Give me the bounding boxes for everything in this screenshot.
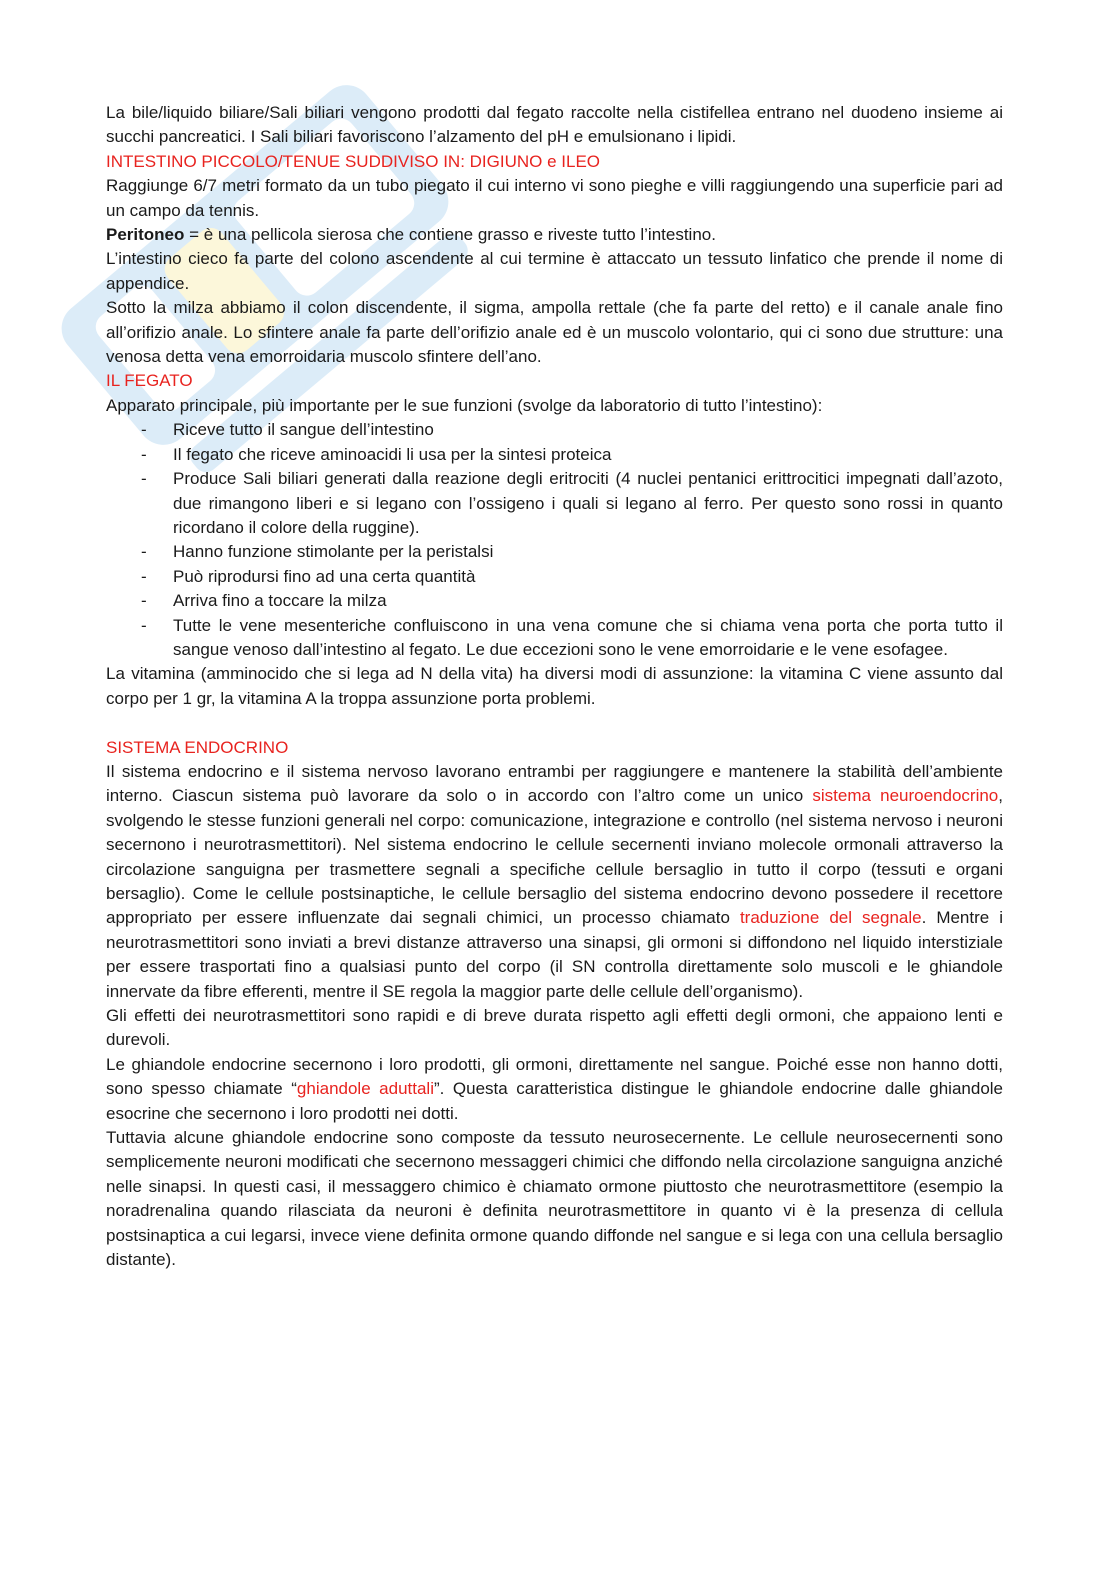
term-peritoneo: Peritoneo (106, 225, 185, 245)
text-run: , svolgendo le stesse funzioni generali nel corpo: comunicazione, integrazione e controllo (nel sistema nervoso i neuroni secernono i neurotrasmettitori). Nel sistema endocrino le cellule secernenti inviano molecole ormonali attraverso la circolazione sanguigna per trasmettere segnali a specifiche cellule bersaglio in tutto il corpo (tessuti e organi bersaglio). Come le cellule postsinaptiche, le cellule bersaglio del sistema endocrino devono possedere il recettore appropriato per essere influenzate dai segnali chimici, un processo chiamato (106, 786, 1003, 928)
heading-sistema-endocrino: SISTEMA ENDOCRINO (106, 737, 289, 757)
paragraph-endocrino-4: Tuttavia alcune ghiandole endocrine sono composte da tessuto neurosecernente. Le cellule neurosecernenti sono semplicemente neuroni modificati che secernono messaggeri chimici che diffondo nella circolazione sanguigna anziché nelle sinapsi. In questi casi, il messaggero chimico è chiamato ormone piuttosto che neurotrasmettitore (esempio la noradrenalina quando rilasciata da neuroni è definita neurotrasmettitore in quanto vi è la presenza di cellula postsinaptica a cui legarsi, invece viene definita ormone quando diffonde nel sangue e si lega con una cellula bersaglio distante). (106, 1128, 1003, 1270)
list-item: - Arriva fino a toccare la milza (106, 589, 1003, 613)
paragraph-milza: Sotto la milza abbiamo il colon discendente, il sigma, ampolla rettale (che fa parte del retto) e il canale anale fino all’orifizio anale. Lo sfintere anale fa parte dell’orifizio anale ed è un muscolo volontario, qui ci sono due strutture: una venosa detta vena emorroidaria muscolo sfintere dell’ano. (106, 298, 1003, 367)
text-run: . Mentre i neurotrasmettitori sono inviati a brevi distanze attraverso una sinapsi, gli ormoni si diffondono nel liquido interstiziale per essere trasportati fino a qualsiasi punto del corpo (il SN controlla direttamente solo muscoli e le ghiandole innervate da fibre efferenti, mentre il SE regola la maggior parte delle cellule dell’organismo). (106, 908, 1004, 1001)
section-spacer (106, 711, 1003, 735)
heading-fegato: IL FEGATO (106, 371, 193, 391)
highlight-traduzione-segnale: traduzione del segnale (739, 908, 922, 928)
paragraph-bile: La bile/liquido biliare/Sali biliari vengono prodotti dal fegato raccolte nella cistifellea entrano nel duodeno insieme ai succhi pancreatici. I Sali biliari favoriscono l’alzamento del pH e emulsionano i lipidi. (106, 103, 1003, 147)
list-item: - Riceve tutto il sangue dell’intestino (106, 418, 1003, 442)
paragraph-raggiunge: Raggiunge 6/7 metri formato da un tubo piegato il cui interno vi sono pieghe e villi raggiungendo una superficie pari ad un campo da tennis. (106, 176, 1003, 220)
document-body (106, 101, 1003, 1272)
paragraph-endocrino-2: Gli effetti dei neurotrasmettitori sono rapidi e di breve durata rispetto agli effetti degli ormoni, che appaiono lenti e durevoli. (106, 1006, 1003, 1050)
text-run: ”. Questa caratteristica distingue le ghiandole endocrine dalle ghiandole esocrine che secernono i loro prodotti nei dotti. (106, 1079, 1004, 1123)
highlight-sistema-neuroendocrino: sistema neuroendocrino (812, 786, 999, 806)
list-item: - Può riprodursi fino ad una certa quantità (106, 565, 1003, 589)
paragraph-peritoneo (106, 223, 1003, 247)
list-item: - Hanno funzione stimolante per la peristalsi (106, 540, 1003, 564)
highlight-ghiandole-aduttali: ghiandole aduttali (296, 1079, 434, 1099)
paragraph-apparato: Apparato principale, più importante per le sue funzioni (svolge da laboratorio di tutto l’intestino): (106, 395, 823, 415)
list-item: - Tutte le vene mesenteriche confluiscono in una vena comune che si chiama vena porta che porta tutto il sangue venoso dall’intestino al fegato. Le due eccezioni sono le vene emorroidarie e le vene esofagee. (106, 614, 1003, 663)
list-item: - Produce Sali biliari generati dalla reazione degli eritrociti (4 nuclei pentanici erittrocitici impegnati dall’azoto, due rimangono liberi e si legano con l’ossigeno i quali si legano al ferro. Per questo sono rossi in quanto ricordano il colore della ruggine). (106, 467, 1003, 540)
heading-intestino: INTESTINO PICCOLO/TENUE SUDDIVISO IN: DIGIUNO e ILEO (106, 151, 601, 171)
list-item: - Il fegato che riceve aminoacidi li usa per la sintesi proteica (106, 443, 1003, 467)
text-run: Le ghiandole endocrine secernono i loro prodotti, gli ormoni, direttamente nel sangue. Poiché esse non hanno dotti, sono spesso chiamate “ (106, 1054, 1003, 1099)
peritoneo-definition: = è una pellicola sierosa che contiene grasso e riveste tutto l’intestino. (184, 225, 716, 245)
paragraph-vitamina: La vitamina (amminocido che si lega ad N della vita) ha diversi modi di assunzione: la vitamina C viene assunto dal corpo per 1 gr, la vitamina A la troppa assunzione porta problemi. (106, 664, 1003, 708)
text-run: Il sistema endocrino e il sistema nervoso lavorano entrambi per raggiungere e mantenere la stabilità dell’ambiente interno. Ciascun sistema può lavorare da solo o in accordo con l’altro come un unico (106, 761, 1003, 806)
paragraph-cieco: L’intestino cieco fa parte del colono ascendente al cui termine è attaccato un tessuto linfatico che prende il nome di appendice. (106, 249, 1003, 293)
paragraph-endocrino-3 (106, 1053, 1003, 1126)
fegato-list (106, 418, 1003, 662)
paragraph-endocrino-1 (106, 760, 1003, 1004)
